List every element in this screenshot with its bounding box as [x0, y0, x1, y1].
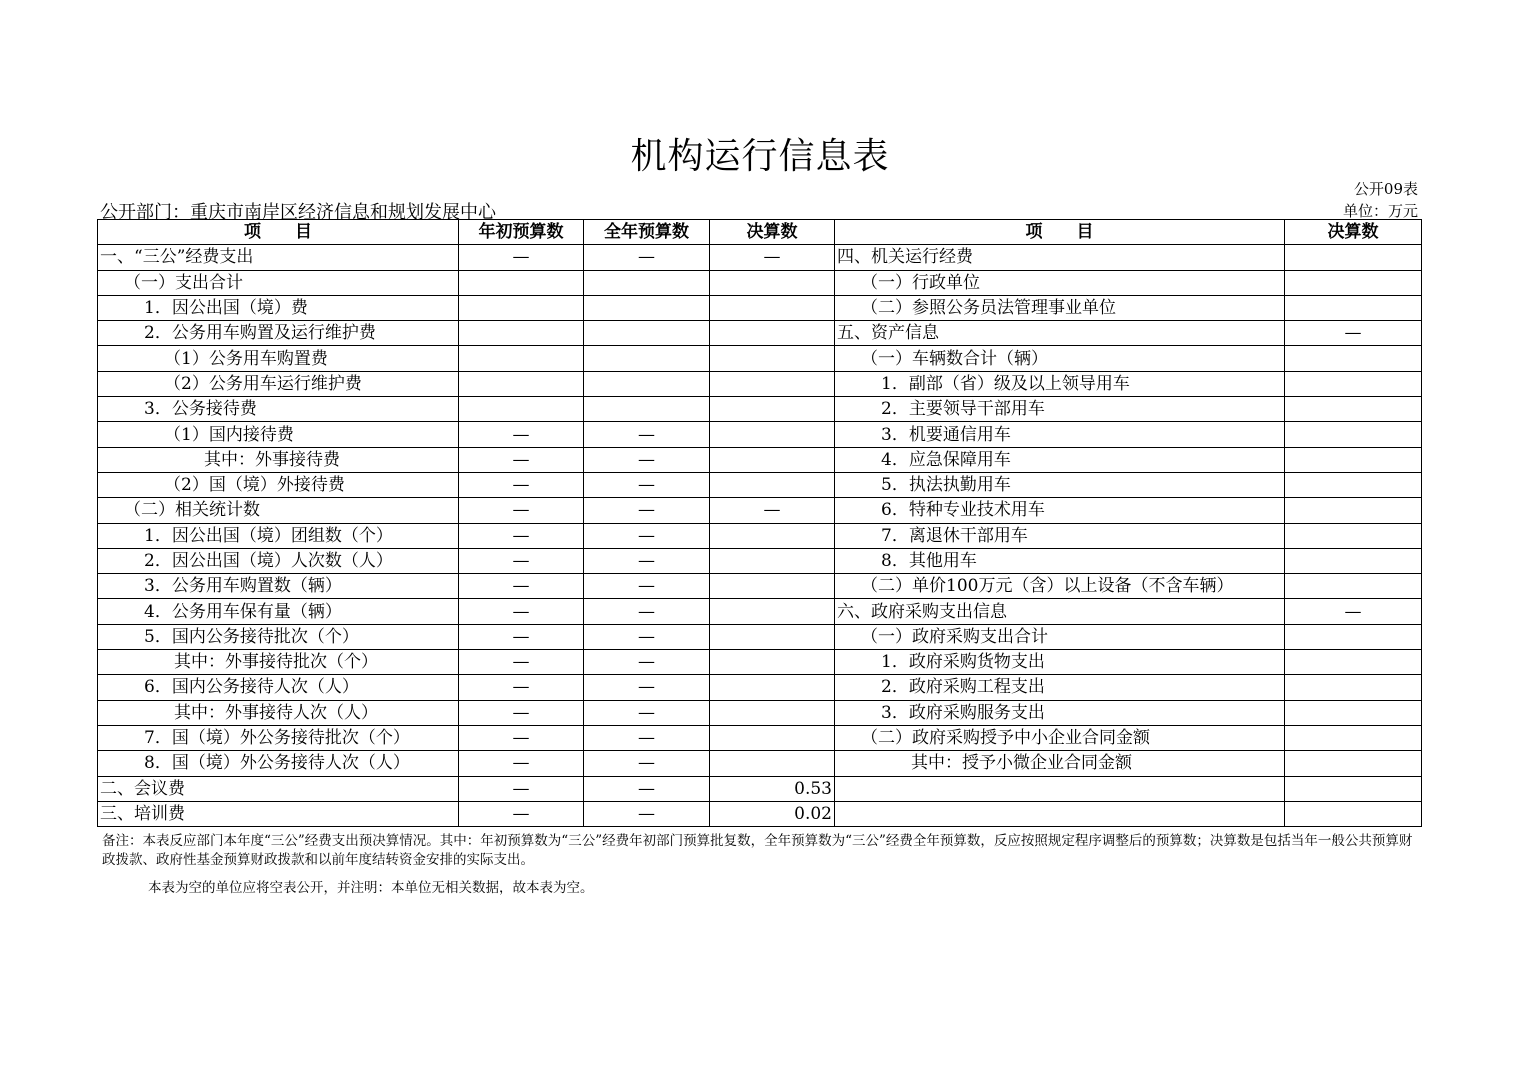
table-header-row	[98, 220, 1422, 245]
table-row	[98, 650, 1422, 675]
full-year-budget-cell: —	[584, 624, 710, 649]
final-account-right-cell	[1285, 650, 1422, 675]
item-left-cell: 5．国内公务接待批次（个）	[98, 624, 459, 649]
initial-budget-cell	[459, 397, 584, 422]
final-account-cell	[710, 650, 835, 675]
final-account-cell	[710, 523, 835, 548]
item-left-cell: 1．因公出国（境）团组数（个）	[98, 523, 459, 548]
final-account-right-cell	[1285, 346, 1422, 371]
table-row	[98, 624, 1422, 649]
item-right-cell: 3．机要通信用车	[835, 422, 1285, 447]
final-account-cell: 0.53	[710, 776, 835, 801]
initial-budget-cell: —	[459, 751, 584, 776]
item-right-cell: 7．离退休干部用车	[835, 523, 1285, 548]
initial-budget-cell: —	[459, 472, 584, 497]
final-account-cell	[710, 725, 835, 750]
item-left-cell: 2．公务用车购置及运行维护费	[98, 321, 459, 346]
header-item-right: 项 目	[835, 220, 1285, 245]
final-account-right-cell	[1285, 751, 1422, 776]
final-account-right-cell	[1285, 422, 1422, 447]
header-final-account: 决算数	[710, 220, 835, 245]
full-year-budget-cell	[584, 295, 710, 320]
item-left-cell: 4．公务用车保有量（辆）	[98, 599, 459, 624]
table-row	[98, 751, 1422, 776]
header-item-left: 项 目	[98, 220, 459, 245]
initial-budget-cell: —	[459, 245, 584, 270]
item-right-cell: 5．执法执勤用车	[835, 472, 1285, 497]
table-row	[98, 548, 1422, 573]
table-row	[98, 498, 1422, 523]
item-right-cell: 4．应急保障用车	[835, 447, 1285, 472]
full-year-budget-cell: —	[584, 574, 710, 599]
full-year-budget-cell: —	[584, 751, 710, 776]
initial-budget-cell: —	[459, 523, 584, 548]
footnote-empty-table: 本表为空的单位应将空表公开，并注明：本单位无相关数据，故本表为空。	[148, 880, 594, 896]
final-account-right-cell	[1285, 397, 1422, 422]
table-row	[98, 599, 1422, 624]
final-account-right-cell	[1285, 447, 1422, 472]
final-account-right-cell	[1285, 270, 1422, 295]
item-left-cell: （二）相关统计数	[98, 498, 459, 523]
initial-budget-cell: —	[459, 548, 584, 573]
final-account-cell	[710, 574, 835, 599]
table-body	[98, 245, 1422, 827]
item-right-cell: 8．其他用车	[835, 548, 1285, 573]
item-right-cell: 1．政府采购货物支出	[835, 650, 1285, 675]
final-account-right-cell	[1285, 675, 1422, 700]
item-right-cell: （一）车辆数合计（辆）	[835, 346, 1285, 371]
final-account-cell	[710, 346, 835, 371]
full-year-budget-cell	[584, 270, 710, 295]
full-year-budget-cell: —	[584, 447, 710, 472]
initial-budget-cell: —	[459, 422, 584, 447]
final-account-cell	[710, 548, 835, 573]
item-right-cell: 六、政府采购支出信息	[835, 599, 1285, 624]
full-year-budget-cell	[584, 371, 710, 396]
item-left-cell: 一、“三公”经费支出	[98, 245, 459, 270]
final-account-cell	[710, 397, 835, 422]
item-left-cell: （一）支出合计	[98, 270, 459, 295]
item-left-cell: 3．公务接待费	[98, 397, 459, 422]
header-initial-budget: 年初预算数	[459, 220, 584, 245]
item-left-cell: 其中：外事接待人次（人）	[98, 700, 459, 725]
final-account-right-cell	[1285, 776, 1422, 801]
item-left-cell: （2）公务用车运行维护费	[98, 371, 459, 396]
initial-budget-cell	[459, 346, 584, 371]
initial-budget-cell: —	[459, 624, 584, 649]
item-right-cell	[835, 776, 1285, 801]
full-year-budget-cell: —	[584, 700, 710, 725]
initial-budget-cell	[459, 270, 584, 295]
item-left-cell: 6．国内公务接待人次（人）	[98, 675, 459, 700]
item-left-cell: 其中：外事接待费	[98, 447, 459, 472]
full-year-budget-cell: —	[584, 548, 710, 573]
table-row	[98, 321, 1422, 346]
table-row	[98, 422, 1422, 447]
header-full-year-budget: 全年预算数	[584, 220, 710, 245]
item-right-cell: 1．副部（省）级及以上领导用车	[835, 371, 1285, 396]
final-account-right-cell	[1285, 295, 1422, 320]
final-account-cell	[710, 321, 835, 346]
item-left-cell: 7．国（境）外公务接待批次（个）	[98, 725, 459, 750]
final-account-right-cell	[1285, 624, 1422, 649]
item-left-cell: （1）国内接待费	[98, 422, 459, 447]
table-row	[98, 447, 1422, 472]
form-number: 公开09表	[1353, 180, 1418, 198]
full-year-budget-cell: —	[584, 675, 710, 700]
final-account-right-cell	[1285, 725, 1422, 750]
table-row	[98, 472, 1422, 497]
final-account-right-cell	[1285, 700, 1422, 725]
item-right-cell: （二）参照公务员法管理事业单位	[835, 295, 1285, 320]
final-account-cell	[710, 270, 835, 295]
header-final-account-right: 决算数	[1285, 220, 1422, 245]
initial-budget-cell: —	[459, 447, 584, 472]
full-year-budget-cell: —	[584, 422, 710, 447]
item-left-cell: （2）国（境）外接待费	[98, 472, 459, 497]
final-account-cell	[710, 624, 835, 649]
final-account-right-cell	[1285, 498, 1422, 523]
item-right-cell: 3．政府采购服务支出	[835, 700, 1285, 725]
full-year-budget-cell	[584, 397, 710, 422]
final-account-cell	[710, 422, 835, 447]
item-left-cell: 1．因公出国（境）费	[98, 295, 459, 320]
table-row	[98, 776, 1422, 801]
table-row	[98, 523, 1422, 548]
final-account-cell	[710, 599, 835, 624]
item-right-cell: 2．主要领导干部用车	[835, 397, 1285, 422]
final-account-right-cell	[1285, 245, 1422, 270]
table-row	[98, 801, 1422, 826]
table-row	[98, 397, 1422, 422]
final-account-right-cell: —	[1285, 321, 1422, 346]
table-row	[98, 371, 1422, 396]
initial-budget-cell: —	[459, 498, 584, 523]
item-left-cell: 8．国（境）外公务接待人次（人）	[98, 751, 459, 776]
full-year-budget-cell: —	[584, 599, 710, 624]
final-account-right-cell	[1285, 523, 1422, 548]
table-row	[98, 346, 1422, 371]
initial-budget-cell: —	[459, 700, 584, 725]
initial-budget-cell: —	[459, 599, 584, 624]
final-account-right-cell	[1285, 548, 1422, 573]
full-year-budget-cell: —	[584, 801, 710, 826]
final-account-right-cell: —	[1285, 599, 1422, 624]
final-account-right-cell	[1285, 472, 1422, 497]
item-right-cell: 四、机关运行经费	[835, 245, 1285, 270]
final-account-cell: —	[710, 245, 835, 270]
full-year-budget-cell: —	[584, 472, 710, 497]
department-label: 公开部门：重庆市南岸区经济信息和规划发展中心	[100, 202, 496, 223]
initial-budget-cell: —	[459, 675, 584, 700]
initial-budget-cell: —	[459, 650, 584, 675]
item-left-cell: 其中：外事接待批次（个）	[98, 650, 459, 675]
item-left-cell: （1）公务用车购置费	[98, 346, 459, 371]
final-account-cell	[710, 371, 835, 396]
final-account-right-cell	[1285, 801, 1422, 826]
initial-budget-cell: —	[459, 725, 584, 750]
final-account-cell	[710, 700, 835, 725]
table-row	[98, 245, 1422, 270]
full-year-budget-cell: —	[584, 776, 710, 801]
item-left-cell: 3．公务用车购置数（辆）	[98, 574, 459, 599]
page-title: 机构运行信息表	[630, 136, 890, 177]
item-right-cell: （二）单价100万元（含）以上设备（不含车辆）	[835, 574, 1285, 599]
item-right-cell: 其中：授予小微企业合同金额	[835, 751, 1285, 776]
final-account-cell: —	[710, 498, 835, 523]
initial-budget-cell: —	[459, 574, 584, 599]
final-account-cell	[710, 675, 835, 700]
full-year-budget-cell: —	[584, 245, 710, 270]
final-account-right-cell	[1285, 371, 1422, 396]
final-account-cell	[710, 295, 835, 320]
full-year-budget-cell: —	[584, 725, 710, 750]
item-right-cell: （二）政府采购授予中小企业合同金额	[835, 725, 1285, 750]
final-account-cell: 0.02	[710, 801, 835, 826]
full-year-budget-cell: —	[584, 498, 710, 523]
full-year-budget-cell	[584, 321, 710, 346]
item-right-cell: 五、资产信息	[835, 321, 1285, 346]
table-row	[98, 574, 1422, 599]
table-row	[98, 700, 1422, 725]
item-right-cell	[835, 801, 1285, 826]
table-row	[98, 675, 1422, 700]
full-year-budget-cell: —	[584, 650, 710, 675]
initial-budget-cell: —	[459, 801, 584, 826]
table-row	[98, 270, 1422, 295]
initial-budget-cell: —	[459, 776, 584, 801]
final-account-cell	[710, 472, 835, 497]
final-account-right-cell	[1285, 574, 1422, 599]
full-year-budget-cell: —	[584, 523, 710, 548]
unit-label: 单位：万元	[1342, 202, 1418, 220]
item-left-cell: 二、会议费	[98, 776, 459, 801]
item-right-cell: 2．政府采购工程支出	[835, 675, 1285, 700]
item-left-cell: 2．因公出国（境）人次数（人）	[98, 548, 459, 573]
table-row	[98, 295, 1422, 320]
info-table	[97, 219, 1422, 827]
final-account-cell	[710, 447, 835, 472]
initial-budget-cell	[459, 321, 584, 346]
final-account-cell	[710, 751, 835, 776]
item-right-cell: （一）行政单位	[835, 270, 1285, 295]
item-left-cell: 三、培训费	[98, 801, 459, 826]
table-row	[98, 725, 1422, 750]
full-year-budget-cell	[584, 346, 710, 371]
footnote: 备注：本表反应部门本年度“三公”经费支出预决算情况。其中：年初预算数为“三公”经费年初部门预算批复数，全年预算数为“三公”经费全年预算数，反应按照规定程序调整后的预算数；决算数是包括当年一般公共预算财政拨款、政府性基金预算财政拨款和以前年度结转资金安排的实际支出。	[102, 833, 1413, 868]
initial-budget-cell	[459, 371, 584, 396]
item-right-cell: （一）政府采购支出合计	[835, 624, 1285, 649]
initial-budget-cell	[459, 295, 584, 320]
item-right-cell: 6．特种专业技术用车	[835, 498, 1285, 523]
